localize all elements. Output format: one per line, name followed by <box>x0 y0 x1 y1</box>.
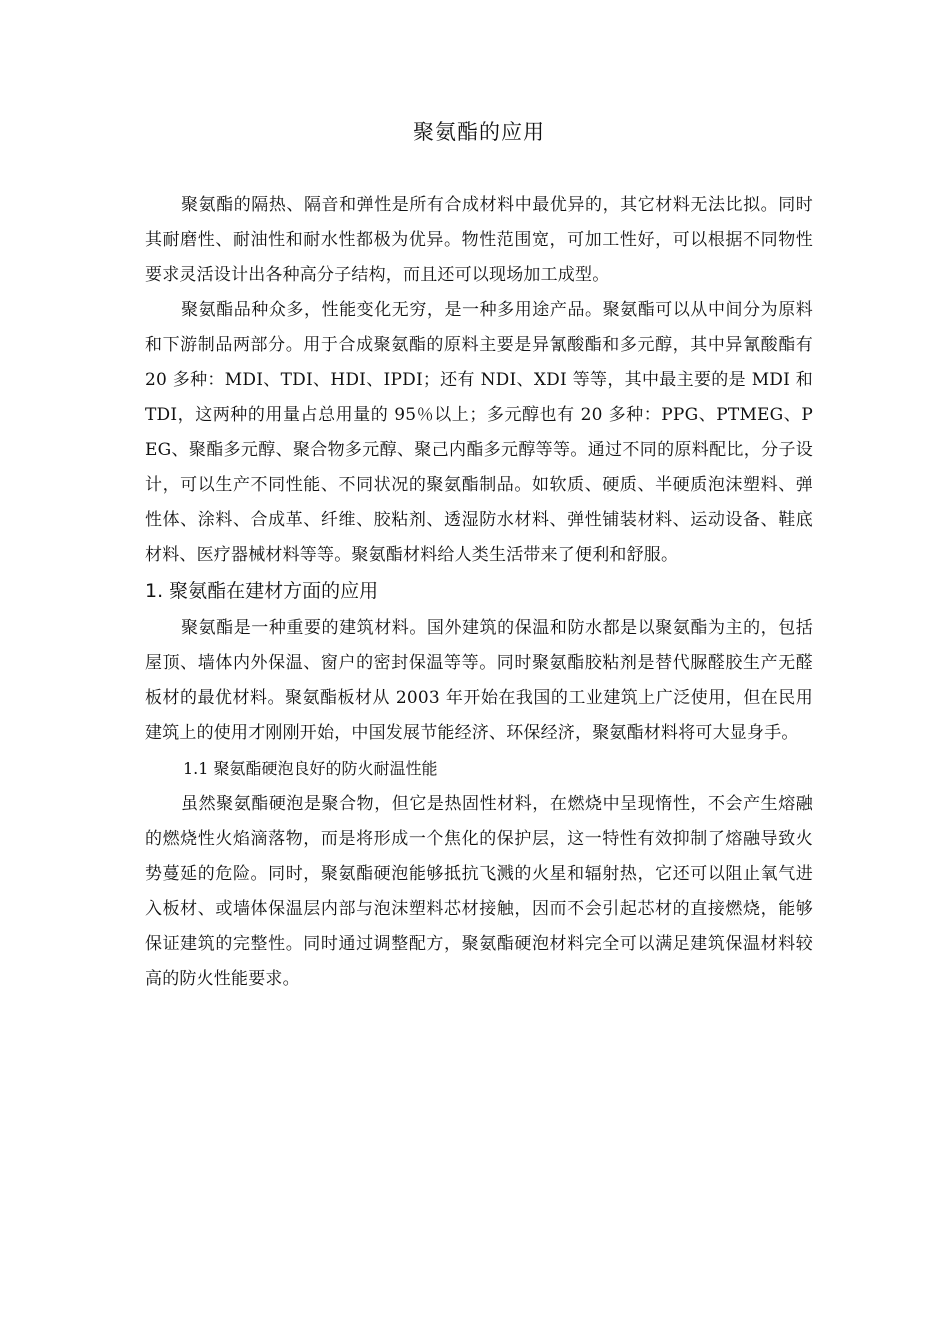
document-content <box>145 110 813 997</box>
document-title: 聚氨酯的应用 <box>413 120 545 144</box>
intro-paragraph-2: 聚氨酯品种众多，性能变化无穷，是一种多用途产品。聚氨酯可以从中间分为原料和下游制品两部分。用于合成聚氨酯的原料主要是异氰酸酯和多元醇，其中异氰酸酯有 20 多种：MDI、TDI、HDI、IPDI；还有 NDI、XDI 等等，其中最主要的是 MDI 和 TDI，这两种的用量占总用量的 95％以上；多元醇也有 20 多种：PPG、PTMEG、PEG、聚酯多元醇、聚合物多元醇、聚己内酯多元醇等等。通过不同的原料配比，分子设计，可以生产不同性能、不同状况的聚氨酯制品。如软质、硬质、半硬质泡沫塑料、弹性体、涂料、合成革、纤维、胶粘剂、透湿防水材料、弹性铺装材料、运动设备、鞋底材料、医疗器械材料等等。聚氨酯材料给人类生活带来了便利和舒服。 <box>145 300 813 565</box>
subsection-1-1-paragraph: 虽然聚氨酯硬泡是聚合物，但它是热固性材料，在燃烧中呈现惰性，不会产生熔融的燃烧性火焰滴落物，而是将形成一个焦化的保护层，这一特性有效抑制了熔融导致火势蔓延的危险。同时，聚氨酯硬泡能够抵抗飞溅的火星和辐射热，它还可以阻止氧气进入板材、或墙体保温层内部与泡沫塑料芯材接触，因而不会引起芯材的直接燃烧，能够保证建筑的完整性。同时通过调整配方，聚氨酯硬泡材料完全可以满足建筑保温材料较高的防火性能要求。 <box>145 794 813 989</box>
section-1-paragraph: 聚氨酯是一种重要的建筑材料。国外建筑的保温和防水都是以聚氨酯为主的，包括屋顶、墙体内外保温、窗户的密封保温等等。同时聚氨酯胶粘剂是替代脲醛胶生产无醛板材的最优材料。聚氨酯板材从 2003 年开始在我国的工业建筑上广泛使用，但在民用建筑上的使用才刚刚开始，中国发展节能经济、环保经济，聚氨酯材料将可大显身手。 <box>145 618 813 743</box>
subsection-1-1-heading: 1.1 聚氨酯硬泡良好的防火耐温性能 <box>183 759 438 778</box>
section-1-heading: 1. 聚氨酯在建材方面的应用 <box>145 580 379 602</box>
intro-paragraph-1: 聚氨酯的隔热、隔音和弹性是所有合成材料中最优异的，其它材料无法比拟。同时其耐磨性、耐油性和耐水性都极为优异。物性范围宽，可加工性好，可以根据不同物性要求灵活设计出各种高分子结构，而且还可以现场加工成型。 <box>145 195 813 285</box>
